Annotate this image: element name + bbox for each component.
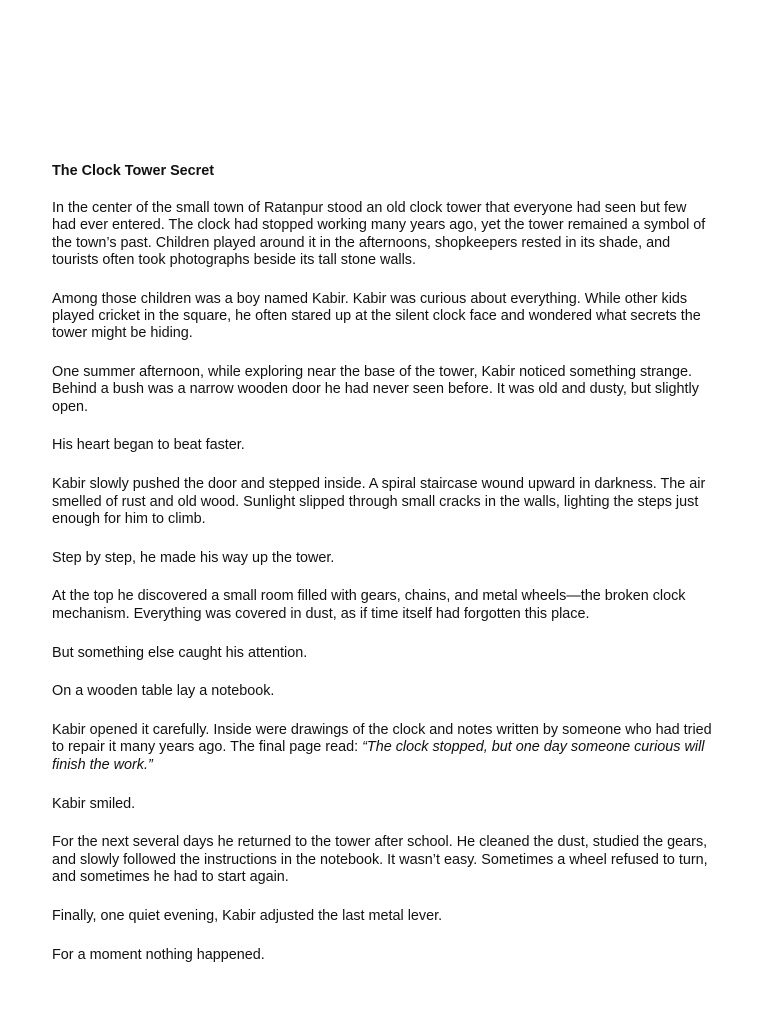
document-page: [52, 163, 712, 985]
paragraph: Finally, one quiet evening, Kabir adjusted the last metal lever.: [52, 907, 443, 924]
paragraph: Step by step, he made his way up the tower.: [52, 549, 335, 566]
paragraph: One summer afternoon, while exploring near the base of the tower, Kabir noticed something strange. Behind a bush was a narrow wooden door he had never seen before. It was old and dusty, but slightly open.: [52, 364, 699, 415]
paragraph: Kabir slowly pushed the door and stepped inside. A spiral staircase wound upward in darkness. The air smelled of rust and old wood. Sunlight slipped through small cracks in the walls, lighting the steps just enough for him to climb.: [52, 476, 706, 527]
notebook-paragraph-text: Kabir opened it carefully. Inside were drawings of the clock and notes written by someone who had tried to repair it many years ago. The final page read:: [52, 722, 712, 756]
paragraph: Among those children was a boy named Kabir. Kabir was curious about everything. While other kids played cricket in the square, he often stared up at the silent clock face and wondered what secrets the tower might be hiding.: [52, 290, 701, 342]
notebook-paragraph: [52, 722, 712, 774]
paragraph: For a moment nothing happened.: [52, 946, 265, 963]
document-title: The Clock Tower Secret: [52, 163, 215, 179]
paragraph: Kabir smiled.: [52, 795, 136, 812]
paragraph: His heart began to beat faster.: [52, 437, 245, 454]
paragraph: In the center of the small town of Ratanpur stood an old clock tower that everyone had seen but few had ever entered. The clock had stopped working many years ago, yet the tower remained a symbol of the town’s past. Children played around it in the afternoons, shopkeepers rested in its shade, and tourists often took photographs beside its tall stone walls.: [52, 200, 706, 268]
paragraph: For the next several days he returned to the tower after school. He cleaned the dust, studied the gears, and slowly followed the instructions in the notebook. It wasn’t easy. Sometimes a wheel refused to turn, and sometimes he had to start again.: [52, 834, 708, 885]
paragraph: On a wooden table lay a notebook.: [52, 683, 275, 700]
paragraph: At the top he discovered a small room filled with gears, chains, and metal wheels—the broken clock mechanism. Everything was covered in dust, as if time itself had forgotten this place.: [52, 588, 686, 622]
notebook-quote: “The clock stopped, but one day someone curious will finish the work.”: [52, 739, 705, 773]
paragraph: But something else caught his attention.: [52, 644, 308, 661]
